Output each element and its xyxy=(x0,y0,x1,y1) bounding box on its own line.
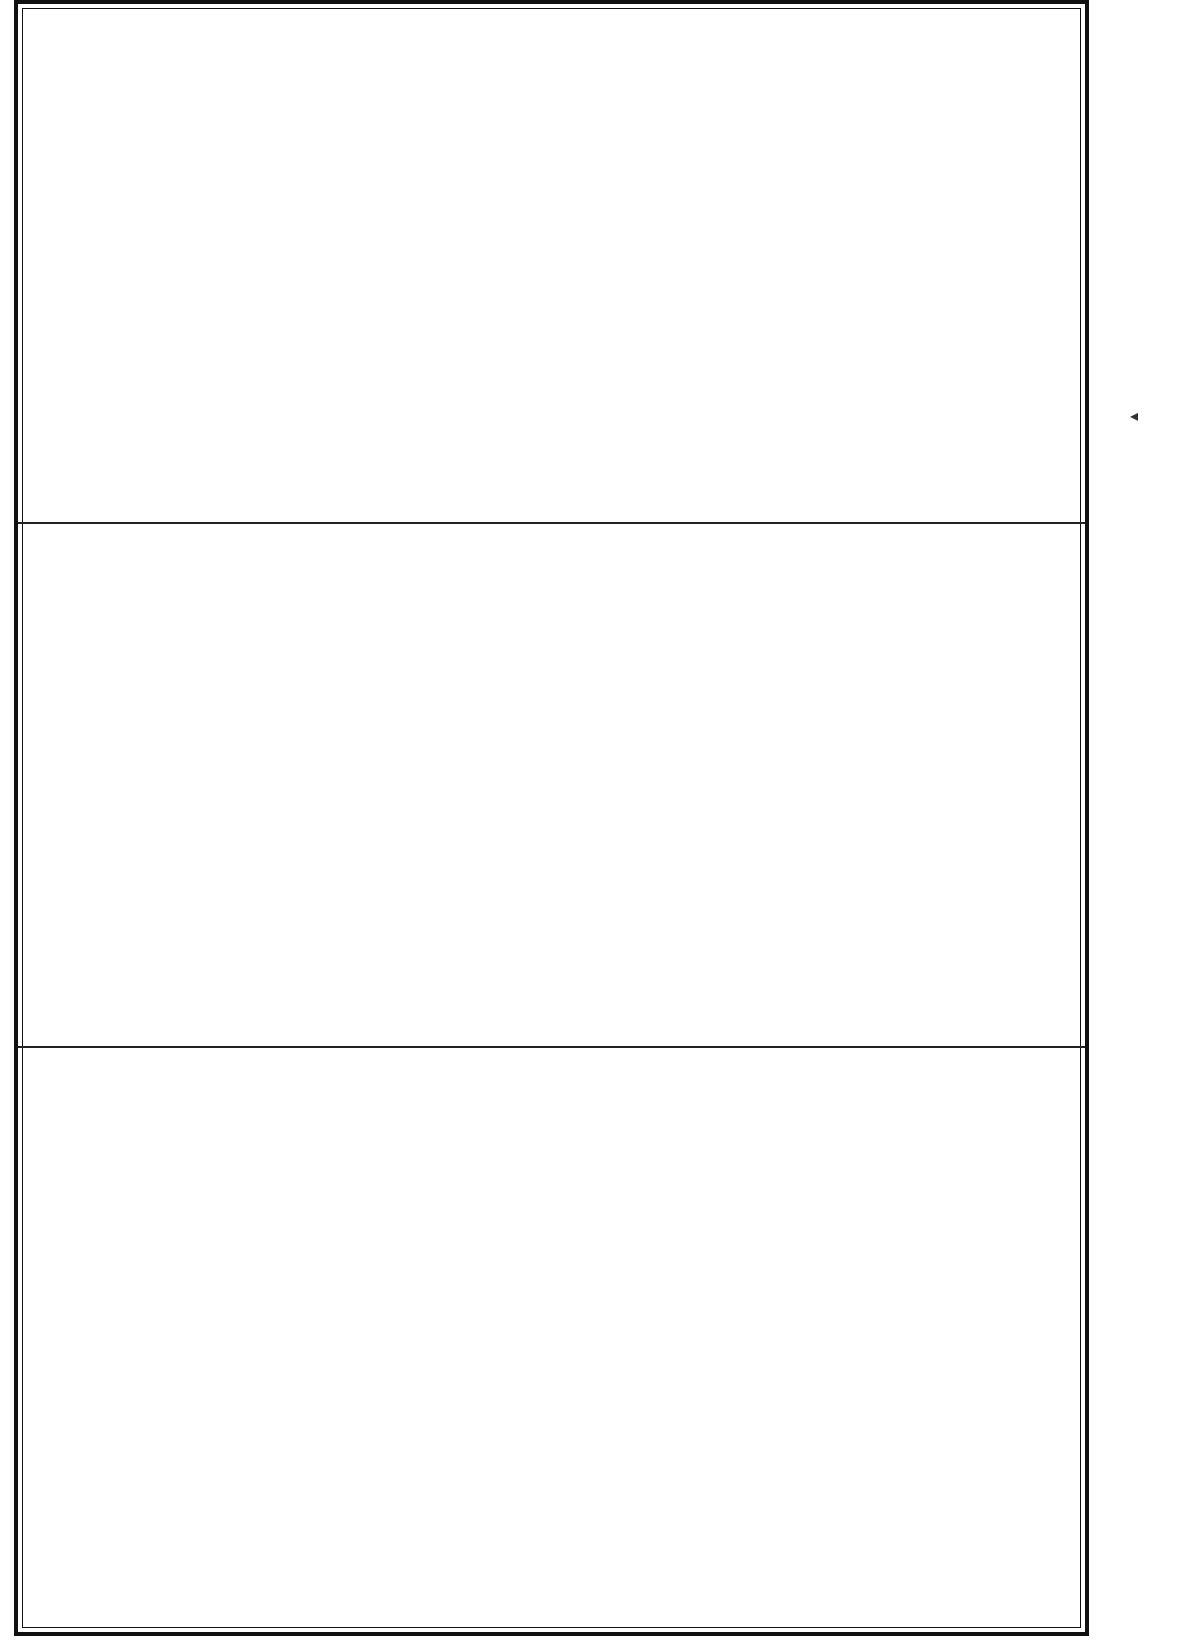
talisman-block xyxy=(408,534,648,1034)
register-middle xyxy=(18,534,1085,1034)
register-divider-bottom xyxy=(18,1046,1085,1048)
register-top xyxy=(18,12,1085,522)
edge-tick-mark: ◂ xyxy=(1130,406,1139,425)
register-divider-top xyxy=(18,522,1085,524)
register-bottom xyxy=(18,1058,1085,1636)
page-frame xyxy=(14,0,1089,1636)
